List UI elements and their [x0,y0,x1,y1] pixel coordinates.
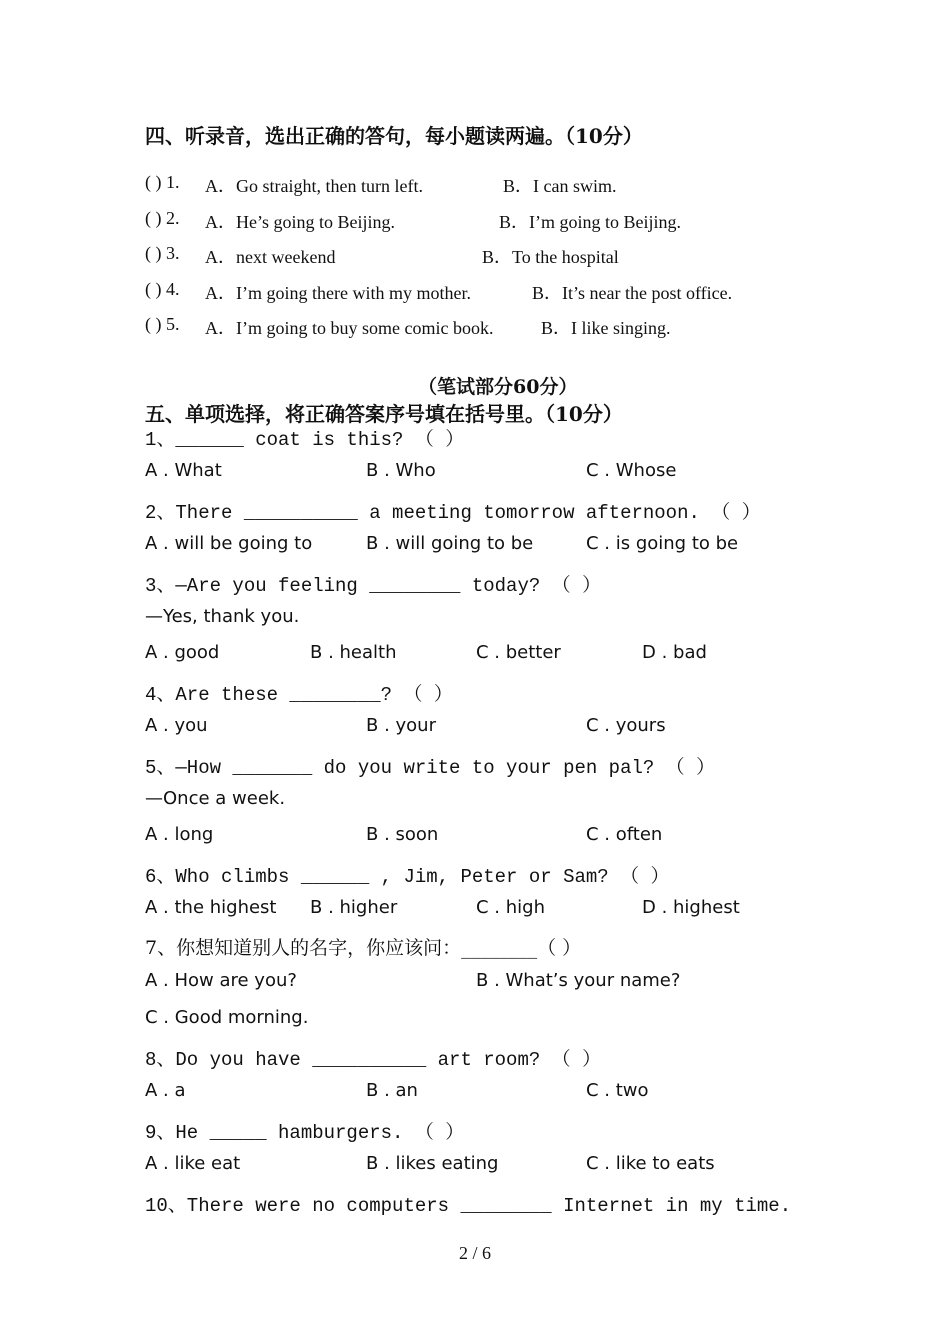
option-a: A．I’m going to buy some comic book. [205,318,494,338]
option-a: A . What [145,460,222,481]
option-c: C . two [586,1080,649,1101]
question-4: 4、Are these ________? （ ） [145,684,453,706]
question-2-options [145,533,845,559]
listening-item [145,243,845,267]
question-3-options [145,642,845,668]
option-a: A . you [145,715,208,736]
option-a: A．I’m going there with my mother. [205,283,471,303]
question-3-reply: —Yes, thank you. [145,606,300,627]
option-b: B．I’m going to Beijing. [499,212,681,232]
option-c: C . like to eats [586,1153,715,1174]
question-5-options [145,824,845,850]
option-b: B . higher [310,897,398,918]
question-9: 9、He _____ hamburgers. （ ） [145,1122,465,1144]
option-b: B . your [366,715,436,736]
option-d: D . bad [642,642,707,663]
option-a: A．He’s going to Beijing. [205,212,395,232]
option-b: B．I can swim. [503,176,617,196]
option-a: A . How are you? [145,970,297,991]
item-number: ( ) 1. [145,172,180,192]
option-b: B . soon [366,824,439,845]
option-b: B . will going to be [366,533,534,554]
listening-item [145,314,845,338]
listening-item [145,208,845,232]
option-b: B . health [310,642,397,663]
option-b: B . Who [366,460,436,481]
item-number: ( ) 5. [145,314,180,334]
item-number: ( ) 2. [145,208,180,228]
question-5-reply: —Once a week. [145,788,286,809]
item-number: ( ) 3. [145,243,180,263]
option-b: B．I like singing. [541,318,671,338]
option-c: C . is going to be [586,533,739,554]
option-c: C . better [476,642,561,663]
option-b: B . What’s your name? [476,970,681,991]
section4-title: 四、听录音，选出正确的答句，每小题读两遍。（10分） [145,124,643,148]
section5-title: 五、单项选择，将正确答案序号填在括号里。（10分） [145,402,623,426]
option-c: C . often [586,824,663,845]
listening-item [145,172,845,196]
option-c: C . Whose [586,460,677,481]
option-c: C . high [476,897,545,918]
question-10: 10、There were no computers ________ Internet in my time. [145,1195,792,1217]
option-b: B．To the hospital [482,247,619,267]
written-part-label: （笔试部分60分） [418,376,578,398]
option-d: D . highest [642,897,740,918]
option-c: C . yours [586,715,666,736]
question-6: 6、Who climbs ______ , Jim, Peter or Sam? （ ） [145,866,670,888]
option-a: A . a [145,1080,186,1101]
question-1-options [145,460,845,486]
question-7-option-c: C . Good morning. [145,1007,309,1028]
listening-item [145,279,845,303]
question-1: 1、______ coat is this? （ ） [145,429,465,451]
option-b: B . an [366,1080,418,1101]
question-7-options [145,970,845,996]
question-9-options [145,1153,845,1179]
question-4-options [145,715,845,741]
question-6-options [145,897,845,923]
question-5: 5、—How _______ do you write to your pen pal? （ ） [145,757,716,779]
option-a: A . like eat [145,1153,241,1174]
question-2: 2、There __________ a meeting tomorrow afternoon. （ ） [145,502,761,524]
option-b: B . likes eating [366,1153,499,1174]
question-3: 3、—Are you feeling ________ today? （ ） [145,575,602,597]
option-b: B．It’s near the post office. [532,283,733,303]
question-8: 8、Do you have __________ art room? （ ） [145,1049,602,1071]
option-a: A . good [145,642,220,663]
option-a: A . the highest [145,897,277,918]
option-a: A．Go straight, then turn left. [205,176,423,196]
question-8-options [145,1080,845,1106]
item-number: ( ) 4. [145,279,180,299]
option-a: A．next weekend [205,247,336,267]
option-a: A . long [145,824,214,845]
option-a: A . will be going to [145,533,313,554]
question-7: 7、你想知道别人的名字，你应该问：________（ ） [145,937,582,959]
page-number: 2 / 6 [458,1243,491,1263]
